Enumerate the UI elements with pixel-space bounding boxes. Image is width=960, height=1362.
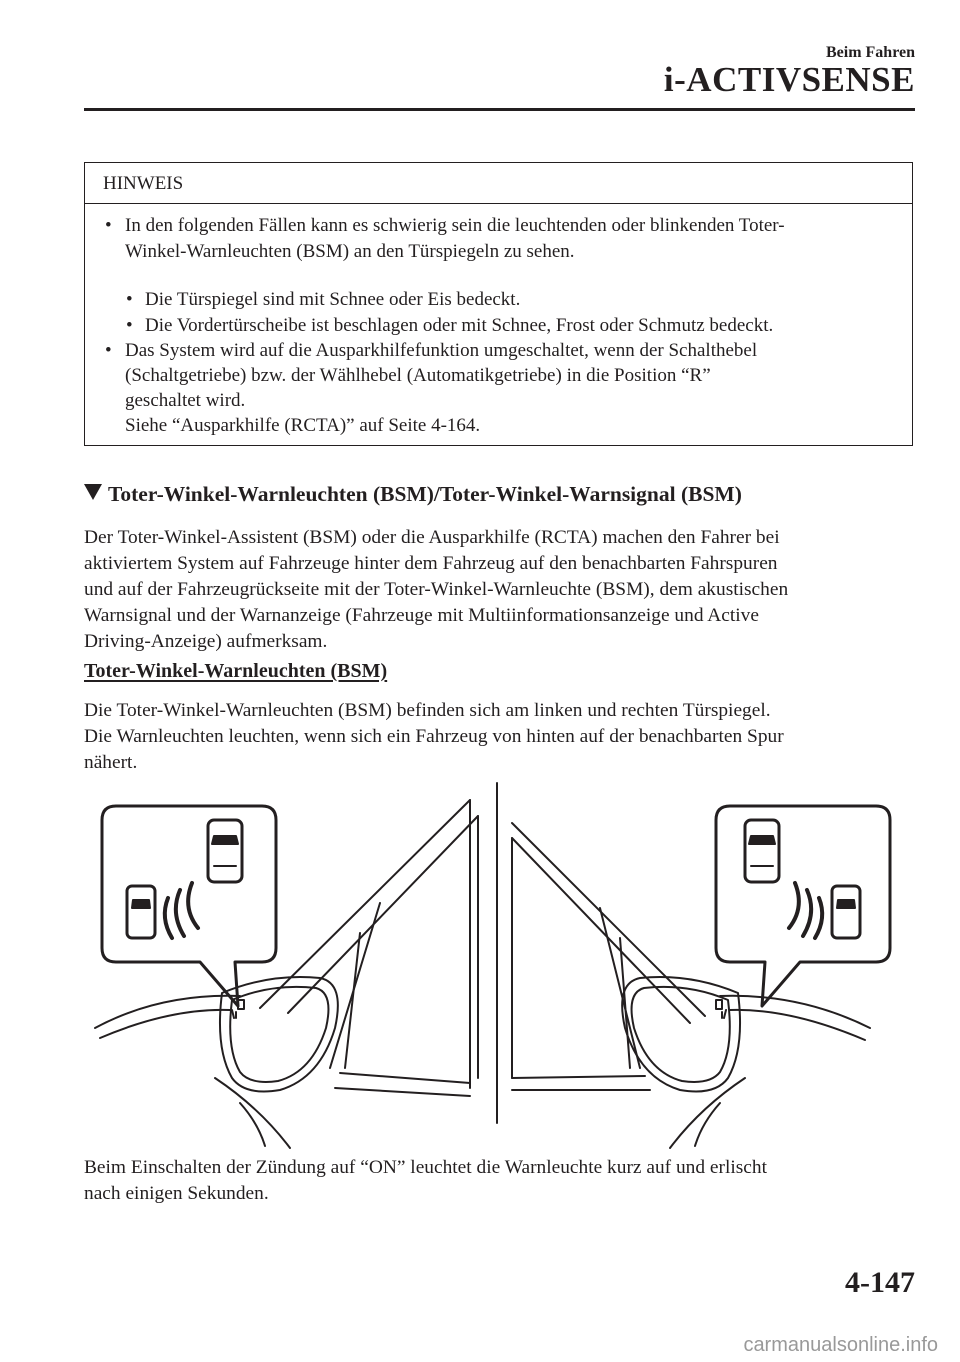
intro-line: Driving-Anzeige) aufmerksam. — [84, 631, 328, 652]
page-number: 4-147 — [845, 1266, 915, 1299]
closing-line: nach einigen Sekunden. — [84, 1183, 269, 1204]
note-divider — [85, 203, 912, 204]
intro-line: und auf der Fahrzeugrückseite mit der Toter-Winkel-Warnleuchte (BSM), dem akustischen — [84, 579, 789, 600]
note-line: Das System wird auf die Ausparkhilfefunktion umgeschaltet, wenn der Schalthebel — [125, 340, 758, 361]
triangle-marker-icon — [84, 484, 102, 500]
bullet-icon: • — [105, 215, 112, 236]
bullet-icon: • — [126, 315, 133, 336]
section-heading — [84, 482, 742, 507]
header-title: i-ACTIVSENSE — [663, 60, 915, 99]
bullet-icon: • — [126, 289, 133, 310]
note-title: HINWEIS — [103, 173, 184, 194]
header-section-label: Beim Fahren — [825, 44, 915, 61]
bullet-icon: • — [105, 340, 112, 361]
intro-line: aktiviertem System auf Fahrzeuge hinter dem Fahrzeug auf den benachbarten Fahrspuren — [84, 553, 778, 574]
header-rule — [84, 108, 915, 111]
note-line: geschaltet wird. — [125, 390, 246, 411]
closing-line: Beim Einschalten der Zündung auf “ON” leuchtet die Warnleuchte kurz auf und erlischt — [84, 1157, 767, 1178]
mirror-illustration — [0, 778, 960, 1158]
intro-line: Der Toter-Winkel-Assistent (BSM) oder die Ausparkhilfe (RCTA) machen den Fahrer bei — [84, 527, 780, 548]
note-line: Winkel-Warnleuchten (BSM) an den Türspiegeln zu sehen. — [125, 241, 575, 262]
note-line: In den folgenden Fällen kann es schwierig sein die leuchtenden oder blinkenden Toter- — [125, 215, 785, 236]
location-line: nähert. — [84, 752, 138, 773]
note-line: Die Türspiegel sind mit Schnee oder Eis bedeckt. — [145, 289, 521, 310]
note-line: (Schaltgetriebe) bzw. der Wählhebel (Automatikgetriebe) in die Position “R” — [125, 365, 711, 386]
note-line: Die Vordertürscheibe ist beschlagen oder mit Schnee, Frost oder Schmutz bedeckt. — [145, 315, 774, 336]
watermark: carmanualsonline.info — [743, 1334, 938, 1356]
intro-line: Warnsignal und der Warnanzeige (Fahrzeuge mit Multiinformationsanzeige und Active — [84, 605, 759, 626]
subheading: Toter-Winkel-Warnleuchten (BSM) — [84, 660, 388, 682]
note-line: Siehe “Ausparkhilfe (RCTA)” auf Seite 4-164. — [125, 415, 481, 436]
section-heading-text: Toter-Winkel-Warnleuchten (BSM)/Toter-Winkel-Warnsignal (BSM) — [108, 482, 742, 506]
location-line: Die Warnleuchten leuchten, wenn sich ein Fahrzeug von hinten auf der benachbarten Spur — [84, 726, 784, 747]
location-line: Die Toter-Winkel-Warnleuchten (BSM) befinden sich am linken und rechten Türspiegel. — [84, 700, 771, 721]
note-box — [84, 162, 913, 446]
